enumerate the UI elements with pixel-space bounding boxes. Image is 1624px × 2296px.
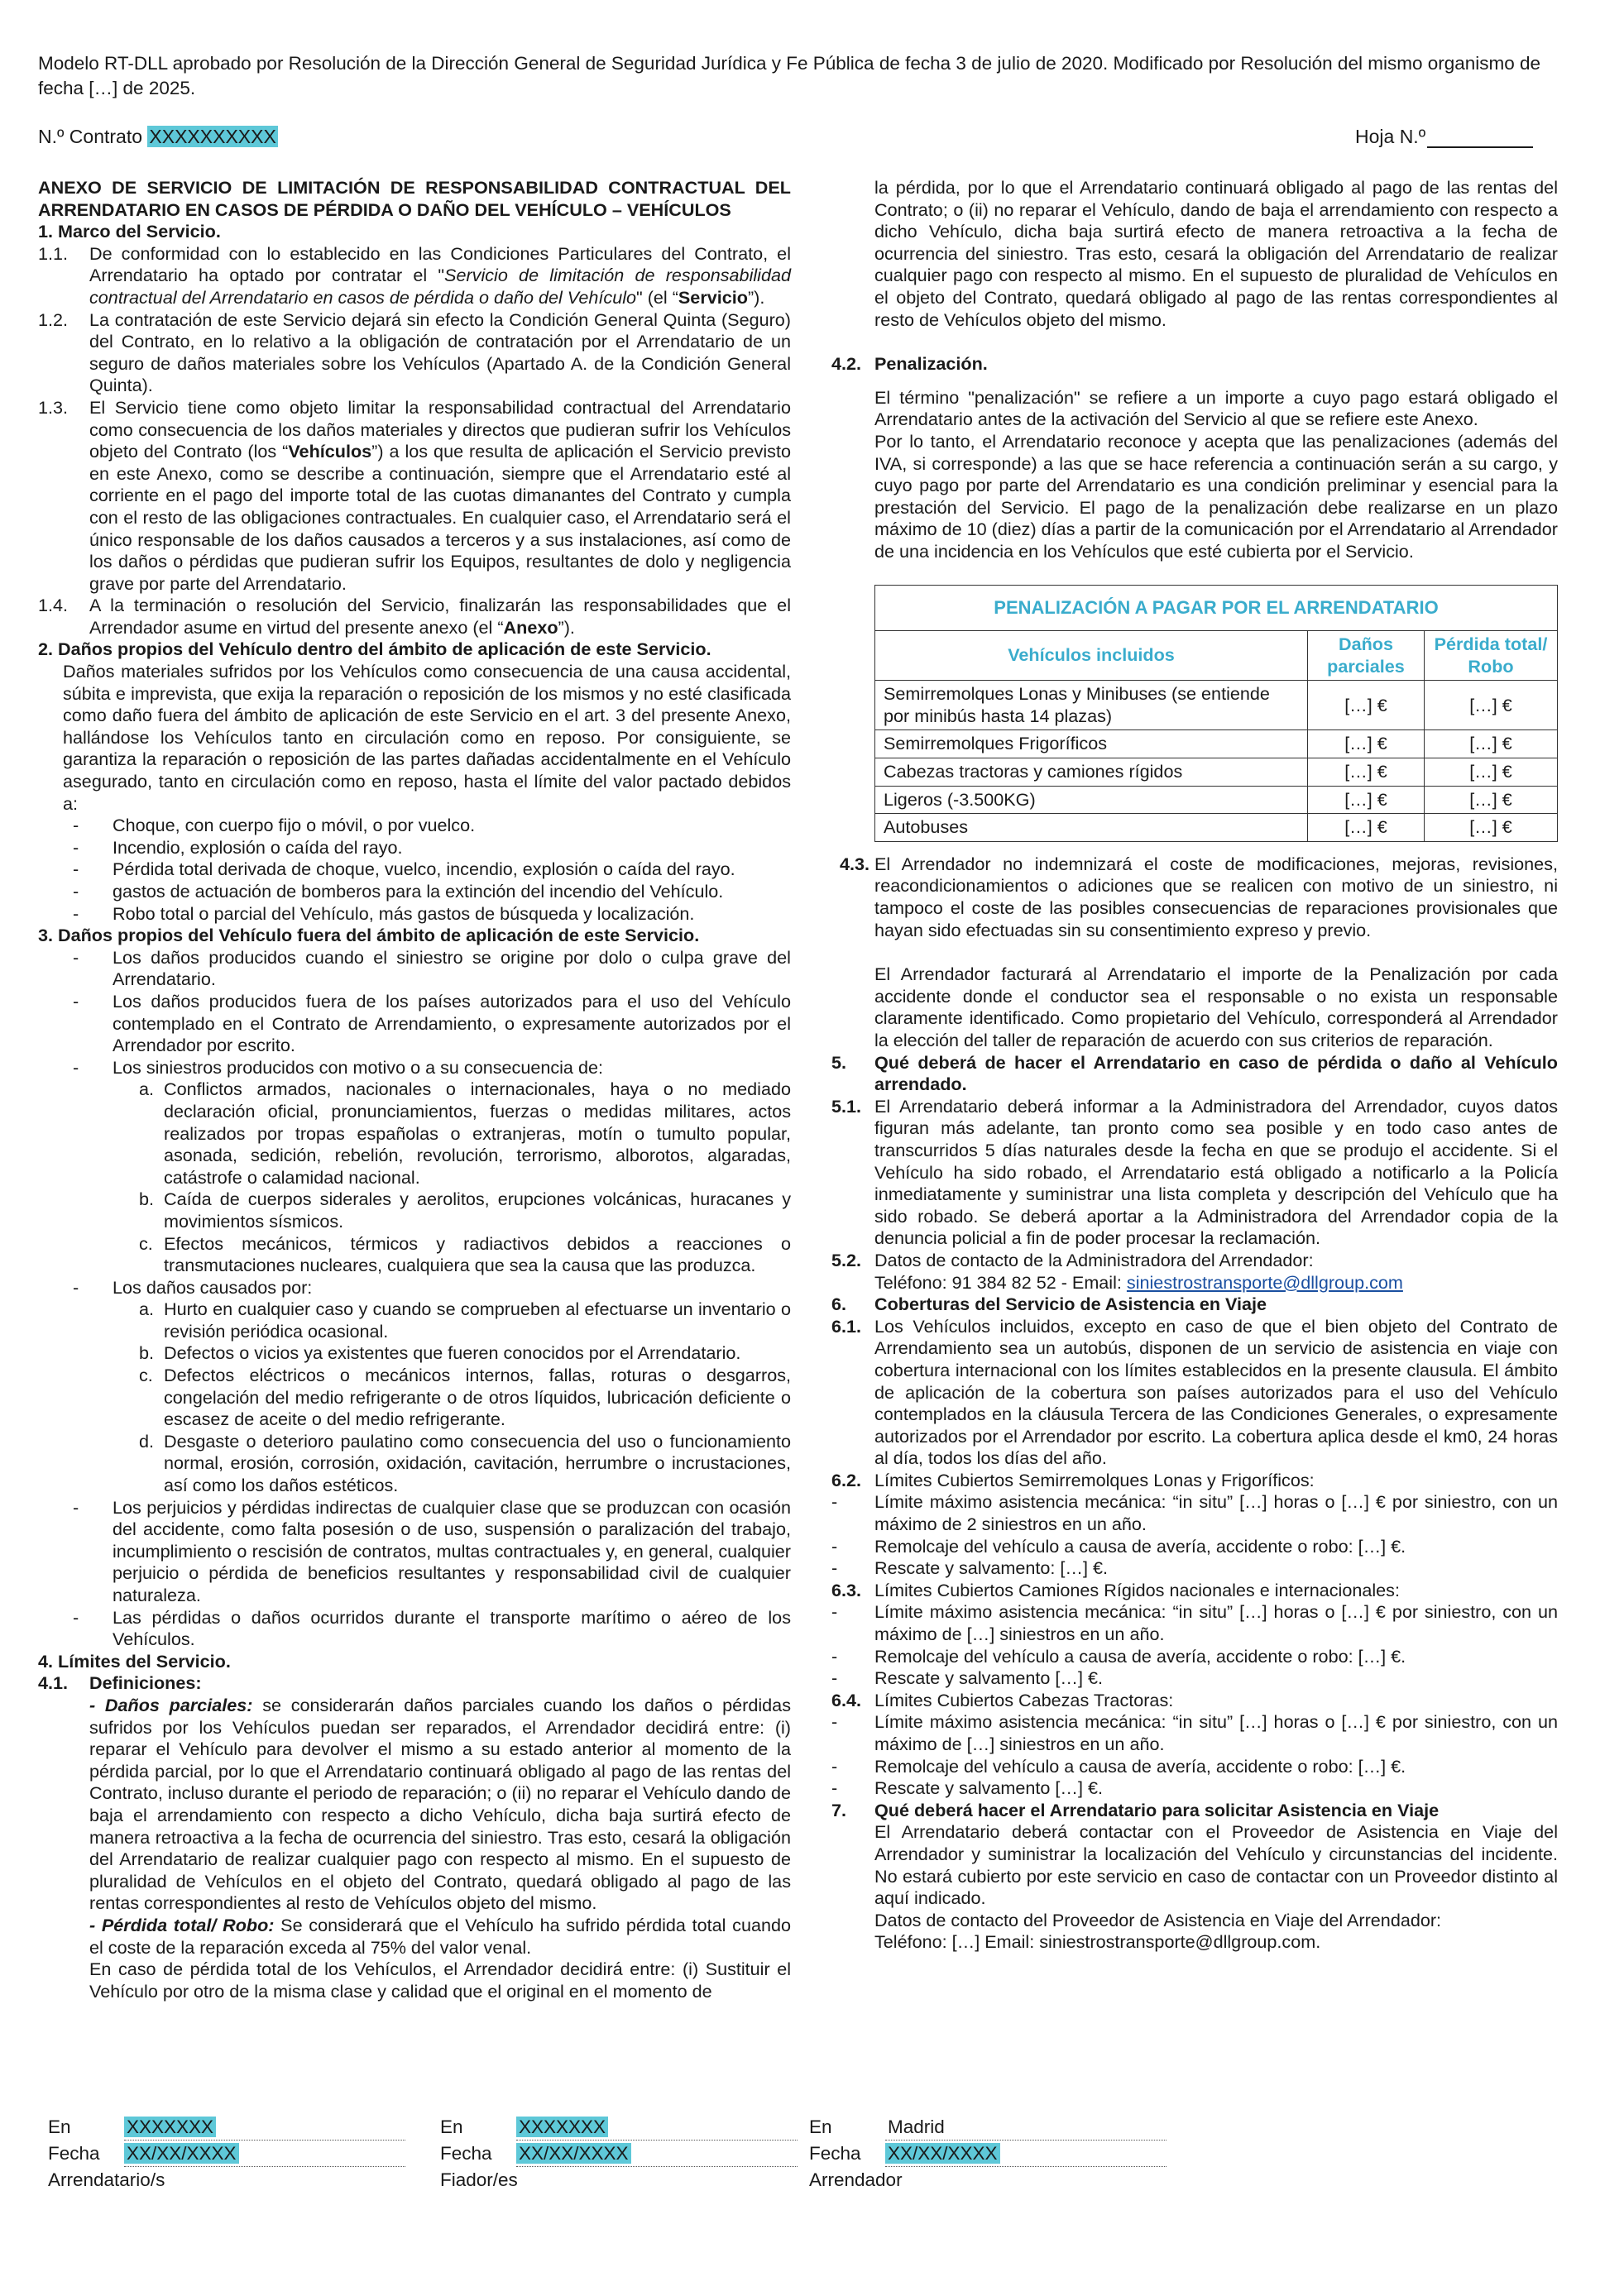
clause-1-1: 1.1. De conformidad con lo establecido en las Condiciones Particulares del Contrato, el Arrendatario ha optado por contratar el "Servicio de limitación de responsabilidad contractual del Arrendatario en casos de pérdida o daño del Vehículo" (el “Servicio”). — [38, 242, 791, 308]
sub-list-item: d. Desgaste o deterioro paulatino como consecuencia del uso o funcionamiento normal, erosión, corrosión, oxidación, cavitación, herrumbre o incrustaciones, así como los daños estéticos. — [139, 1430, 791, 1496]
signature-role: Arrendatario/s — [48, 2169, 165, 2190]
list-item: - Límite máximo asistencia mecánica: “in situ” […] horas o […] € por siniestro, con un máximo de […] siniestros en un año. — [831, 1711, 1558, 1754]
sub-list-item: b. Caída de cuerpos siderales y aerolitos, erupciones volcánicas, huracanes y movimientos sísmicos. — [139, 1189, 791, 1232]
table-row: Autobuses […] € […] € — [875, 814, 1558, 842]
email-link[interactable]: siniestrostransporte@dllgroup.com — [1126, 1271, 1403, 1293]
section-4-title: 4. Límites del Servicio. — [38, 1650, 231, 1672]
date-field[interactable]: XX/XX/XXXX — [124, 2143, 239, 2164]
penalty-paragraph-2: Por lo tanto, el Arrendatario reconoce y acepta que las penalizaciones (además del IVA, si corresponde) a las que se hace referencia a continuación serán a su cargo, y cuyo pago por parte del Arrendatario es una condición preliminar y esencial para la prestación del Servicio. El pago de la penalización debe realizarse en un plazo máximo de 10 (diez) días a partir de la comunicación por el Arrendatario al Arrendador de una incidencia en los Vehículos que esté cubierta por el Servicio. — [874, 430, 1558, 562]
sub-list-item: c. Efectos mecánicos, térmicos y radiactivos debidos a reacciones o transmutaciones nucleares, cualquiera que sea la causa que las produzca. — [139, 1232, 791, 1276]
signature-block-tenant: En XXXXXXX Fecha XX/XX/XXXX Arrendatario/s — [48, 2114, 405, 2193]
section-2-intro: Daños materiales sufridos por los Vehículos como consecuencia de una causa accidental, súbita e imprevista, que exija la reparación o reposición de los mismos y no esté clasificada como daño fuera del ámbito de aplicación de este Servicio en el art. 3 del presente Anexo, hallándose los Vehículos tanto en circulación como en reposo. Por consiguiente, se garantiza la reparación o reposición de las partes dañadas accidentalmente en el Vehículo asegurado, tanto en circulación como en reposo, hasta el límite del valor pactado debidos a: — [63, 661, 791, 814]
clause-4-1: 4.1. Definiciones: — [38, 1672, 202, 1694]
clause-6-4: 6.4. Límites Cubiertos Cabezas Tractoras: — [831, 1689, 1174, 1710]
list-item: - Incendio, explosión o caída del rayo. — [73, 836, 403, 858]
assistance-contact-title: Datos de contacto del Proveedor de Asistencia en Viaje del Arrendador: — [874, 1909, 1442, 1930]
total-loss-continuation-2: la pérdida, por lo que el Arrendatario continuará obligado al pago de las rentas del Contrato; o (ii) no reparar el Vehículo, dando de baja el arrendamiento con respecto a dicho Vehículo, dicha baja surtirá efecto de manera retroactiva a la fecha de ocurrencia del siniestro. Tras esto, cesará la obligación del Arrendatario de realizar cualquier pago con respecto al mismo. En el supuesto de pluralidad de Vehículos en el objeto del Contrato, quedará obligado al pago de las rentas correspondientes al resto de Vehículos objeto del mismo. — [874, 177, 1558, 330]
sheet-label: Hoja N.º — [1355, 126, 1426, 147]
contract-number-field[interactable]: XXXXXXXXXX — [149, 126, 276, 147]
penalty-paragraph-1: El término "penalización" se refiere a un importe a cuyo pago estará obligado el Arrendatario antes de la activación del Servicio al que se refiere este Anexo. — [874, 386, 1558, 430]
signature-role: Fiador/es — [440, 2169, 518, 2190]
model-header: Modelo RT-DLL aprobado por Resolución de la Dirección General de Seguridad Jurídica y Fe Pública de fecha 3 de julio de 2020. Modificado por Resolución del mismo organismo de fecha […] de 2025. — [38, 53, 1541, 98]
assistance-contact: Teléfono: […] Email: siniestrostransporte@dllgroup.com. — [874, 1931, 1321, 1953]
list-item: - Rescate y salvamento […] €. — [831, 1777, 1104, 1799]
list-item: - Pérdida total derivada de choque, vuelco, incendio, explosión o caída del rayo. — [73, 859, 735, 880]
date-field[interactable]: XX/XX/XXXX — [885, 2143, 1000, 2164]
table-row: Cabezas tractoras y camiones rígidos […] € […] € — [875, 758, 1558, 787]
sub-list — [38, 1079, 791, 1276]
list-item: - Límite máximo asistencia mecánica: “in situ” […] horas o […] € por siniestro, con un máximo de 2 siniestros en un año. — [831, 1491, 1558, 1535]
signature-role: Arrendador — [809, 2169, 903, 2190]
list-item: - Remolcaje del vehículo a causa de avería, accidente o robo: […] €. — [831, 1645, 1406, 1667]
sheet-number-field[interactable] — [1427, 127, 1533, 148]
table-row: Semirremolques Lonas y Minibuses (se entiende por minibús hasta 14 plazas) […] € […] € — [875, 681, 1558, 730]
total-loss-continuation: En caso de pérdida total de los Vehículos, el Arrendador decidirá entre: (i) Sustituir el Vehículo por otro de la misma clase y calidad que el original en el momento de — [89, 1959, 791, 2002]
section-2-title: 2. Daños propios del Vehículo dentro del ámbito de aplicación de este Servicio. — [38, 639, 711, 660]
section-7-title: 7. Qué deberá hacer el Arrendatario para solicitar Asistencia en Viaje — [831, 1799, 1440, 1820]
section-6-title: 6. Coberturas del Servicio de Asistencia en Viaje — [831, 1294, 1267, 1315]
list-item: - Los siniestros producidos con motivo o a su consecuencia de: — [73, 1056, 603, 1078]
list-item: - Los perjuicios y pérdidas indirectas de cualquier clase que se produzcan con ocasión del accidente, como falta posesión o de uso, suspensión o paralización del trabajo, incumplimiento o rescisión de contratos, multas contractuales y, en general, cualquier perjuicio o pérdida de beneficios resultantes y responsabilidad civil de cualquier naturaleza. — [73, 1496, 791, 1605]
list-item: - Límite máximo asistencia mecánica: “in situ” […] horas o […] € por siniestro, con un máximo de […] siniestros en un año. — [831, 1601, 1558, 1645]
administrator-contact: Teléfono: 91 384 82 52 - Email: siniestrostransporte@dllgroup.com — [874, 1271, 1403, 1293]
clause-4-2: 4.2. Penalización. — [831, 353, 988, 375]
section-3-title: 3. Daños propios del Vehículo fuera del ámbito de aplicación de este Servicio. — [38, 925, 700, 946]
list-item: - Las pérdidas o daños ocurridos durante el transporte marítimo o aéreo de los Vehículos. — [73, 1606, 791, 1650]
table-row: Semirremolques Frigoríficos […] € […] € — [875, 730, 1558, 758]
list-item: - Los daños producidos fuera de los países autorizados para el uso del Vehículo contemplado en el Contrato de Arrendamiento, o expresamente autorizados por el Arrendador por escrito. — [73, 990, 791, 1056]
clause-6-1: 6.1. Los Vehículos incluidos, excepto en caso de que el bien objeto del Contrato de Arrendamiento sea un autobús, disponen de un servicio de asistencia en viaje con cobertura internacional con los límites establecidos en la presente clausula. El ámbito de aplicación de la cobertura son países autorizados para el uso del Vehículo contemplados en la cláusula Tercera de las Condiciones Generales, o expresamente autorizados por el Arrendador por escrito. La cobertura aplica desde el km0, 24 horas al día, todos los días del año. — [831, 1315, 1558, 1469]
penalty-table-caption: PENALIZACIÓN A PAGAR POR EL ARRENDATARIO — [875, 585, 1558, 631]
date-field[interactable]: XX/XX/XXXX — [516, 2143, 631, 2164]
section-7-paragraph: El Arrendatario deberá contactar con el Proveedor de Asistencia en Viaje del Arrendador y suministrar la localización del Vehículo y circunstancias del incidente. No estará cubierto por este servicio en caso de contactar con un Proveedor distinto al aquí indicado. — [874, 1821, 1558, 1909]
list-item: - Remolcaje del vehículo a causa de avería, accidente o robo: […] €. — [831, 1535, 1406, 1557]
partial-damage-definition: - Daños parciales: se considerarán daños parciales cuando los daños o pérdidas sufridos por los Vehículos puedan ser reparados, el Arrendador decidirá entre: (i) reparar el Vehículo para devolver el mismo a su estado anterior al momento de la pérdida parcial, por lo que el Arrendatario continuará obligado al pago de las rentas del Contrato, incluso durante el periodo de reparación; o (ii) no reparar el Vehículo dando de baja el arrendamiento con respecto a dicho Vehículo, dicha baja surtirá efecto de manera retroactiva a la fecha de ocurrencia del siniestro. Tras esto, cesará la obligación del Arrendatario de realizar cualquier pago con respecto al mismo. En el supuesto de pluralidad de Vehículos en el objeto del Contrato, quedará obligado al pago de las rentas correspondientes al resto de Vehículos objeto del mismo. — [89, 1694, 791, 1914]
place-field[interactable]: XXXXXXX — [124, 2117, 216, 2137]
section-1-title: 1. Marco del Servicio. — [38, 221, 221, 242]
table-header: Daños parciales — [1308, 631, 1425, 681]
clause-6-2: 6.2. Límites Cubiertos Semirremolques Lonas y Frigoríficos: — [831, 1469, 1315, 1490]
table-row: Ligeros (-3.500KG) […] € […] € — [875, 786, 1558, 814]
right-column — [831, 177, 1558, 1954]
list-item: - Rescate y salvamento: […] €. — [831, 1557, 1109, 1579]
list-item: - Rescate y salvamento […] €. — [831, 1667, 1104, 1689]
contract-label: N.º Contrato — [38, 126, 143, 147]
list-item: - Los daños causados por: — [73, 1276, 313, 1298]
annex-title: ANEXO DE SERVICIO DE LIMITACIÓN DE RESPONSABILIDAD CONTRACTUAL DEL ARRENDATARIO EN CASOS DE PÉRDIDA O DAÑO DEL VEHÍCULO – VEHÍCULOS — [38, 177, 791, 220]
clause-6-3: 6.3. Límites Cubiertos Camiones Rígidos nacionales e internacionales: — [831, 1579, 1400, 1600]
penalty-table — [874, 585, 1558, 842]
invoice-paragraph: El Arrendador facturará al Arrendatario el importe de la Penalización por cada accidente donde el conductor sea el responsable o no exista un responsable claramente identificado. Como propietario del Vehículo, corresponderá al Arrendador la elección del taller de reparación de acuerdo con sus criterios de reparación. — [874, 964, 1558, 1050]
list-item: - Choque, con cuerpo fijo o móvil, o por vuelco. — [73, 815, 476, 836]
sub-list-item: c. Defectos eléctricos o mecánicos internos, fallas, roturas o desgarros, congelación del medio refrigerante o de otros líquidos, lubricación deficiente o escasez de aceite o del medio refrigerante. — [139, 1365, 791, 1430]
sub-list-item: a. Conflictos armados, nacionales o internacionales, haya o no mediado declaración oficial, pronunciamientos, fuerzas o medidas militares, actos realizados por tropas españolas o extranjeras, motín o tumulto popular, asonada, sedición, rebelión, revolución, terrorismo, alborotos, algaradas, catástrofe o calamidad nacional. — [139, 1079, 791, 1188]
sub-list-item: b. Defectos o vicios ya existentes que fueren conocidos por el Arrendatario. — [139, 1342, 741, 1364]
place-field[interactable]: XXXXXXX — [516, 2117, 608, 2137]
signature-block-guarantor: En XXXXXXX Fecha XX/XX/XXXX Fiador/es — [440, 2114, 798, 2193]
table-header: Pérdida total/ Robo — [1425, 631, 1558, 681]
total-loss-definition: - Pérdida total/ Robo: Se considerará que el Vehículo ha sufrido pérdida total cuando el coste de la reparación exceda al 75% del valor venal. — [89, 1914, 791, 1958]
list-item: - Los daños producidos cuando el siniestro se origine por dolo o culpa grave del Arrendatario. — [73, 946, 791, 990]
clause-1-2: 1.2. La contratación de este Servicio dejará sin efecto la Condición General Quinta (Seguro) del Contrato, en lo relativo a la obligación de contratación por el Arrendatario de un seguro de daños materiales sobre los Vehículos (Apartado A. de la Condición General Quinta). — [38, 309, 791, 396]
place-field[interactable]: Madrid — [888, 2117, 945, 2137]
left-column — [38, 177, 791, 2002]
clause-1-3: 1.3. El Servicio tiene como objeto limitar la responsabilidad contractual del Arrendatario como consecuencia de los daños materiales y directos que pudieran sufrir los Vehículos objeto del Contrato (los “Vehículos”) a los que resulta de aplicación el Servicio previsto en este Anexo, como se describe a continuación, siempre que el Arrendatario esté al corriente en el pago del importe total de las cuotas dimanantes del Contrato y cumpla con el resto de las obligaciones contractuales. En cualquier caso, el Arrendatario será el único responsable de los daños causados a terceros y a sus instalaciones, así como de los daños o pérdidas que pudieran sufrir los Equipos, resultantes de dolo y negligencia grave por parte del Arrendatario. — [38, 396, 791, 594]
list-item: - Remolcaje del vehículo a causa de avería, accidente o robo: […] €. — [831, 1755, 1406, 1777]
sub-list — [38, 1299, 791, 1496]
signature-block-lessor: En Madrid Fecha XX/XX/XXXX Arrendador — [809, 2114, 1167, 2193]
sheet-number-line — [1355, 126, 1533, 148]
clause-5-1: 5.1. El Arrendatario deberá informar a la Administradora del Arrendador, cuyos datos figuran más adelante, tan pronto como sea posible y en todo caso antes de transcurridos 5 días naturales desde la fecha en que se produjo el accidente. Si el Vehículo ha sido robado, el Arrendatario está obligado a notificarlo a la Policía inmediatamente y suministrar una lista completa y descripción del Vehículo que ha sido robado. Se deberá aportar a la Administradora del Arrendador copia de la denuncia policial a fin de poder procesar la reclamación. — [831, 1095, 1558, 1249]
sub-list-item: a. Hurto en cualquier caso y cuando se comprueben al efectuarse un inventario o revisión periódica ocasional. — [139, 1299, 791, 1342]
section-5-title: 5. Qué deberá de hacer el Arrendatario en caso de pérdida o daño al Vehículo arrendado. — [831, 1051, 1558, 1095]
clause-4-3: 4.3. El Arrendador no indemnizará el coste de modificaciones, mejoras, revisiones, reacondicionamientos o adiciones que se realicen con motivo de un siniestro, ni tampoco el coste de las posibles consecuencias de reparaciones provisionales que hayan sido efectuadas sin su consentimiento expreso y previo. — [840, 853, 1558, 940]
list-item: - Robo total o parcial del Vehículo, más gastos de búsqueda y localización. — [73, 902, 695, 924]
table-header: Vehículos incluidos — [875, 631, 1308, 681]
clause-1-4: 1.4. A la terminación o resolución del Servicio, finalizarán las responsabilidades que el Arrendador asume en virtud del presente anexo (el “Anexo”). — [38, 595, 791, 638]
list-item: - gastos de actuación de bomberos para la extinción del incendio del Vehículo. — [73, 881, 724, 902]
clause-5-2: 5.2. Datos de contacto de la Administradora del Arrendador: — [831, 1249, 1314, 1270]
contract-number-line — [38, 126, 278, 148]
